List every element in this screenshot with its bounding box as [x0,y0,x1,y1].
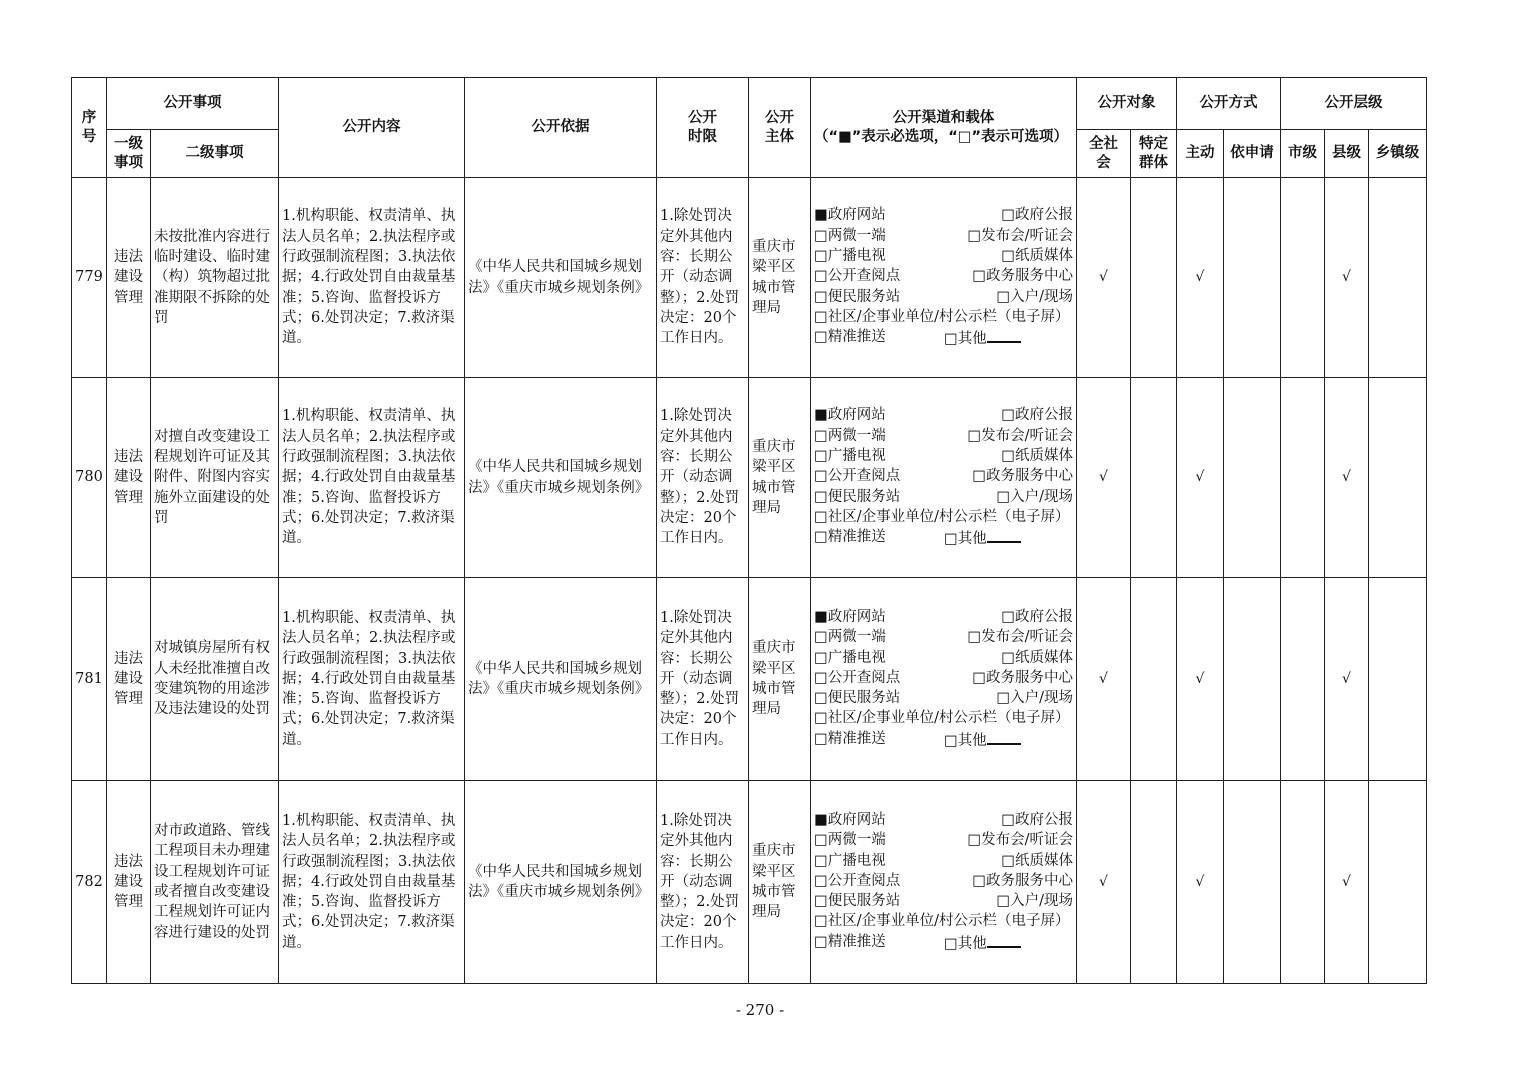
channel-option: □入户/现场 [996,488,1073,505]
level2-cell: 对擅自改变建设工程规划许可证及其附件、附图内容实施外立面建设的处罚 [151,378,279,578]
table-row [72,578,1427,781]
header-seq: 序号 [72,78,107,178]
channel-option: □入户/现场 [996,893,1073,910]
target-all-check: √ [1077,578,1131,781]
header-level2: 二级事项 [151,130,279,178]
channel-line [814,266,1073,286]
level2-cell: 未按批准内容进行临时建设、临时建（构）筑物超过批准期限不拆除的处罚 [151,178,279,378]
channel-line [814,688,1073,708]
level-county-check: √ [1325,781,1369,984]
channel-option: □广播电视 [814,448,886,465]
channel-line [814,607,1073,627]
header-content: 公开内容 [279,78,465,178]
header-target-all-text: 全社会 [1089,135,1118,171]
level2-cell: 对城镇房屋所有权人未经批准擅自改变建筑物的用途涉及违法建设的处罚 [151,578,279,781]
channel-option: □政府公报 [1001,207,1073,224]
table-row [72,178,1427,378]
channel-option: □发布会/听证会 [967,629,1073,646]
channel-option: □发布会/听证会 [967,227,1073,244]
other-blank-line [987,327,1021,343]
subject-cell: 重庆市梁平区城市管理局 [749,578,811,781]
basis-cell: 《中华人民共和国城乡规划法》《重庆市城乡规划条例》 [465,578,657,781]
time-limit-cell: 1.除处罚决定外其他内容：长期公开（动态调整）；2.处罚决定：20个工作日内。 [657,578,749,781]
content-cell: 1.机构职能、权责清单、执法人员名单；2.执法程序或行政强制流程图；3.执法依据；4.行政处罚自由裁量基准；5.咨询、监督投诉方式；6.处罚决定；7.救济渠道。 [279,781,465,984]
channel-option: □其他 [944,935,987,952]
channel-option: □社区/企事业单位/村公示栏（电子屏） [814,508,1070,525]
level1-cell [107,781,151,984]
target-group-check [1131,378,1177,578]
target-all-check: √ [1077,781,1131,984]
channel-option: □广播电视 [814,852,886,869]
target-group-check [1131,178,1177,378]
channel-line [814,466,1073,486]
header-target: 公开对象 [1077,78,1177,130]
seq-cell: 779 [72,178,107,378]
channel-option: □纸质媒体 [1001,649,1073,666]
channel-option: □政府公报 [1001,407,1073,424]
target-all-check: √ [1077,378,1131,578]
channel-option: □公开查阅点 [814,268,901,285]
basis-cell: 《中华人民共和国城乡规划法》《重庆市城乡规划条例》 [465,178,657,378]
channel-line [814,932,1073,954]
channel-option: □政务服务中心 [972,872,1073,889]
header-level1 [107,130,151,178]
other-blank-line [987,932,1021,948]
target-group-check [1131,781,1177,984]
page-number: - 270 - [735,1001,785,1019]
channel-option: □其他 [944,732,987,749]
channel-option: ■政府网站 [814,811,886,828]
channel-line [814,205,1073,225]
channel-option: □公开查阅点 [814,468,901,485]
channel-option: □两微一端 [814,832,886,849]
channel-option: □政务服务中心 [972,669,1073,686]
channel-option: □发布会/听证会 [967,427,1073,444]
channel-line [814,627,1073,647]
method-active-check: √ [1177,578,1224,781]
channel-line [814,729,1073,751]
channel-cell [811,578,1077,781]
header-method: 公开方式 [1177,78,1281,130]
content-cell: 1.机构职能、权责清单、执法人员名单；2.执法程序或行政强制流程图；3.执法依据；4.行政处罚自由裁量基准；5.咨询、监督投诉方式；6.处罚决定；7.救济渠道。 [279,578,465,781]
level-town-check [1369,378,1427,578]
header-subject-text: 公开主体 [765,109,794,145]
time-limit-cell: 1.除处罚决定外其他内容：长期公开（动态调整）；2.处罚决定：20个工作日内。 [657,178,749,378]
header-time-limit [657,78,749,178]
channel-line [814,446,1073,466]
seq-cell: 780 [72,378,107,578]
channel-option: □纸质媒体 [1001,852,1073,869]
level1-cell [107,178,151,378]
header-method-active: 主动 [1177,130,1224,178]
header-level-city: 市级 [1281,130,1325,178]
channel-option: □政务服务中心 [972,268,1073,285]
header-level: 公开层级 [1281,78,1427,130]
channel-option: □社区/企事业单位/村公示栏（电子屏） [814,308,1070,325]
method-active-check: √ [1177,781,1224,984]
subject-cell: 重庆市梁平区城市管理局 [749,178,811,378]
method-active-check: √ [1177,178,1224,378]
target-group-check [1131,578,1177,781]
header-channel [811,78,1077,178]
level-county-check: √ [1325,578,1369,781]
other-blank-line [987,729,1021,745]
header-items: 公开事项 [107,78,279,130]
channel-option: □政府公报 [1001,608,1073,625]
channel-line [814,648,1073,668]
channel-option: □入户/现场 [996,288,1073,305]
level-county-check: √ [1325,178,1369,378]
channel-line [814,226,1073,246]
seq-cell: 781 [72,578,107,781]
channel-option: □纸质媒体 [1001,248,1073,265]
table-row [72,378,1427,578]
channel-option: □两微一端 [814,427,886,444]
channel-line [814,851,1073,871]
level-city-check [1281,178,1325,378]
channel-option: □便民服务站 [814,690,901,707]
level-city-check [1281,578,1325,781]
channel-option: □政府公报 [1001,811,1073,828]
header-subject [749,78,811,178]
channel-line [814,871,1073,891]
channel-other [944,729,1073,751]
time-limit-cell: 1.除处罚决定外其他内容：长期公开（动态调整）；2.处罚决定：20个工作日内。 [657,378,749,578]
channel-option: □两微一端 [814,227,886,244]
channel-line [814,527,1073,549]
subject-cell: 重庆市梁平区城市管理局 [749,378,811,578]
header-basis: 公开依据 [465,78,657,178]
header-target-group [1131,130,1177,178]
seq-cell: 782 [72,781,107,984]
basis-cell: 《中华人民共和国城乡规划法》《重庆市城乡规划条例》 [465,781,657,984]
channel-option: ■政府网站 [814,207,886,224]
level-city-check [1281,378,1325,578]
other-blank-line [987,527,1021,543]
table-row [72,781,1427,984]
channel-line [814,327,1073,349]
channel-other [944,327,1073,349]
level-town-check [1369,578,1427,781]
header-row-1 [72,78,1427,130]
header-time-limit-text: 公开时限 [688,109,717,145]
method-apply-check [1224,178,1281,378]
channel-line [814,668,1073,688]
channel-option: □精准推送 [814,730,886,747]
channel-option: □发布会/听证会 [967,832,1073,849]
level1-cell [107,378,151,578]
channel-line [814,830,1073,850]
method-active-check: √ [1177,378,1224,578]
basis-cell: 《中华人民共和国城乡规划法》《重庆市城乡规划条例》 [465,378,657,578]
level2-cell: 对市政道路、管线工程项目未办理建设工程规划许可证或者擅自改变建设工程规划许可证内容进行建设的处罚 [151,781,279,984]
channel-option: □公开查阅点 [814,669,901,686]
channel-option: □纸质媒体 [1001,448,1073,465]
channel-option: □便民服务站 [814,893,901,910]
channel-option: □精准推送 [814,933,886,950]
level1-text: 违法建设管理 [114,650,143,708]
channel-option: □入户/现场 [996,690,1073,707]
method-apply-check [1224,781,1281,984]
channel-option: □政务服务中心 [972,468,1073,485]
disclosure-table [71,77,1427,984]
channel-line [814,405,1073,425]
level-county-check: √ [1325,378,1369,578]
channel-option: □两微一端 [814,629,886,646]
channel-option: □其他 [944,531,987,548]
channel-option: ■政府网站 [814,608,886,625]
channel-other [944,527,1073,549]
channel-option: □社区/企事业单位/村公示栏（电子屏） [814,710,1070,727]
channel-line [814,246,1073,266]
header-target-all [1077,130,1131,178]
channel-option: □其他 [944,331,987,348]
channel-line [814,891,1073,911]
header-channel-note: （“■”表示必选项，“□”表示可选项） [814,128,1069,145]
level-city-check [1281,781,1325,984]
header-channel-title: 公开渠道和载体 [892,109,995,126]
channel-option: □广播电视 [814,248,886,265]
header-level1-text: 一级事项 [114,135,143,171]
header-target-group-text: 特定群体 [1139,135,1168,171]
channel-option: □精准推送 [814,329,886,346]
channel-option: □广播电视 [814,649,886,666]
channel-line [814,426,1073,446]
level-town-check [1369,781,1427,984]
channel-other [944,932,1073,954]
target-all-check: √ [1077,178,1131,378]
channel-option: □公开查阅点 [814,872,901,889]
content-cell: 1.机构职能、权责清单、执法人员名单；2.执法程序或行政强制流程图；3.执法依据；4.行政处罚自由裁量基准；5.咨询、监督投诉方式；6.处罚决定；7.救济渠道。 [279,178,465,378]
channel-option: □精准推送 [814,529,886,546]
level1-text: 违法建设管理 [114,853,143,911]
header-level-county: 县级 [1325,130,1369,178]
channel-option: ■政府网站 [814,407,886,424]
channel-option: □社区/企事业单位/村公示栏（电子屏） [814,913,1070,930]
channel-cell [811,378,1077,578]
header-level-town: 乡镇级 [1369,130,1427,178]
channel-option: □便民服务站 [814,288,901,305]
level1-cell [107,578,151,781]
channel-line [814,287,1073,307]
time-limit-cell: 1.除处罚决定外其他内容：长期公开（动态调整）；2.处罚决定：20个工作日内。 [657,781,749,984]
channel-cell [811,178,1077,378]
level1-text: 违法建设管理 [114,249,143,306]
header-method-apply: 依申请 [1224,130,1281,178]
subject-cell: 重庆市梁平区城市管理局 [749,781,811,984]
channel-option: □便民服务站 [814,488,901,505]
channel-cell [811,781,1077,984]
method-apply-check [1224,378,1281,578]
channel-line [814,810,1073,830]
content-cell: 1.机构职能、权责清单、执法人员名单；2.执法程序或行政强制流程图；3.执法依据；4.行政处罚自由裁量基准；5.咨询、监督投诉方式；6.处罚决定；7.救济渠道。 [279,378,465,578]
level1-text: 违法建设管理 [114,449,143,506]
channel-line [814,487,1073,507]
level-town-check [1369,178,1427,378]
method-apply-check [1224,578,1281,781]
